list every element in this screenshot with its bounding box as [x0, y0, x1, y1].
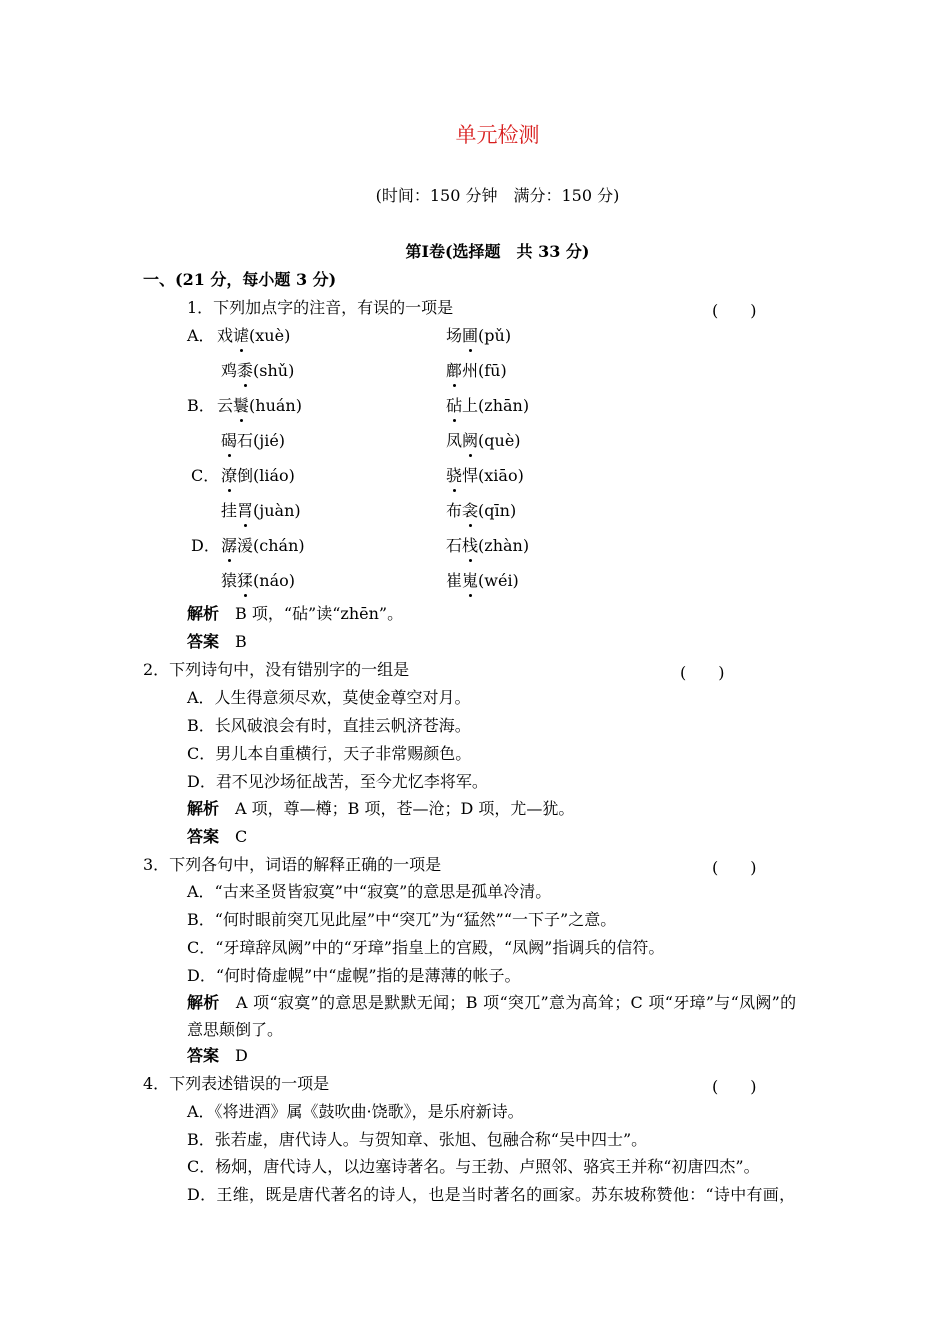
q1-option-c-label: C．: [191, 466, 220, 485]
q4-option-c: C．杨炯，唐代诗人，以边塞诗著名。与王勃、卢照邻、骆宾王并称“初唐四杰”。: [187, 1157, 760, 1176]
q1-option-d-item-2: 石栈(zhàn): [446, 536, 530, 555]
q1-option-b-item-2: 砧上(zhān): [446, 396, 530, 415]
q1-option-d-item-4: 崔嵬(wéi): [446, 571, 519, 590]
question-2-answer-bracket: ( ): [680, 663, 725, 682]
q1-option-c-item-1: 潦倒(liáo): [221, 466, 295, 485]
q2-option-c: C．男儿本自重横行，天子非常赐颜色。: [187, 744, 472, 763]
q2-analysis: 解析 A 项，尊—樽；B 项，苍—沧；D 项，尤—犹。: [187, 799, 575, 818]
question-2-stem: 2．下列诗句中，没有错别字的一组是: [143, 660, 410, 679]
q1-option-a-item-4: 鄜州(fū): [446, 361, 507, 380]
page-title: 单元检测: [455, 123, 540, 147]
q4-option-a: A．《将进酒》属《鼓吹曲·饶歌》，是乐府新诗。: [187, 1102, 524, 1121]
question-1-answer-bracket: ( ): [712, 301, 757, 320]
emphasis-dot-char: 砧: [446, 396, 463, 415]
q2-option-b: B．长风破浪会有时，直挂云帆济苍海。: [187, 716, 471, 735]
question-1-stem: 1．下列加点字的注音，有误的一项是: [187, 298, 454, 317]
q1-option-d-item-3: 猿猱(náo): [221, 571, 295, 590]
q1-option-c-item-2: 骁悍(xiāo): [446, 466, 524, 485]
q2-option-d: D．君不见沙场征战苦，至今尤忆李将军。: [187, 772, 488, 791]
exam-subtitle: (时间：150 分钟 满分：150 分): [375, 186, 620, 205]
emphasis-dot-char: 碣: [221, 431, 238, 450]
emphasis-dot-char: 黍: [237, 361, 254, 380]
emphasis-dot-char: 嵬: [462, 571, 479, 590]
part-heading: 第Ⅰ卷(选择题 共 33 分): [405, 242, 590, 261]
q3-option-a: A．“古来圣贤皆寂寞”中“寂寞”的意思是孤单冷清。: [187, 882, 552, 901]
q1-option-b-item-1: 云鬟(huán): [217, 396, 302, 415]
q2-answer: 答案 C: [187, 827, 248, 846]
emphasis-dot-char: 潦: [221, 466, 238, 485]
question-3-answer-bracket: ( ): [712, 858, 757, 877]
q1-option-a-item-3: 鸡黍(shǔ): [221, 361, 295, 380]
section-heading: 一、(21 分，每小题 3 分): [143, 270, 337, 289]
q1-option-a-item-2: 场圃(pǔ): [446, 326, 512, 345]
q4-option-d: D．王维，既是唐代著名的诗人，也是当时著名的画家。苏东坡称赞他：“诗中有画，: [187, 1185, 796, 1204]
emphasis-dot-char: 鬟: [233, 396, 250, 415]
question-4-stem: 4．下列表述错误的一项是: [143, 1074, 330, 1093]
q4-option-b: B．张若虚，唐代诗人。与贺知章、张旭、包融合称“吴中四士”。: [187, 1130, 648, 1149]
emphasis-dot-char: 衾: [462, 501, 479, 520]
q3-analysis: 解析 A 项“寂寞”的意思是默默无闻；B 项“突兀”意为高耸；C 项“牙璋”与“凤阙”的: [187, 993, 797, 1012]
emphasis-dot-char: 阙: [462, 431, 479, 450]
question-3-stem: 3．下列各句中，词语的解释正确的一项是: [143, 855, 442, 874]
q3-answer: 答案 D: [187, 1046, 248, 1065]
q3-option-d: D．“何时倚虚幌”中“虚幌”指的是薄薄的帐子。: [187, 966, 521, 985]
q2-option-a: A．人生得意须尽欢，莫使金尊空对月。: [187, 688, 471, 707]
q1-option-c-item-4: 布衾(qīn): [446, 501, 517, 520]
q3-option-c: C．“牙璋辞凤阙”中的“牙璋”指皇上的宫殿，“凤阙”指调兵的信符。: [187, 938, 665, 957]
emphasis-dot-char: 潺: [221, 536, 238, 555]
q1-option-a-item-1: 戏谑(xuè): [217, 326, 291, 345]
q1-option-d-item-1: 潺湲(chán): [221, 536, 305, 555]
q1-option-b-item-4: 凤阙(què): [446, 431, 521, 450]
emphasis-dot-char: 圃: [462, 326, 479, 345]
question-4-answer-bracket: ( ): [712, 1077, 757, 1096]
q3-analysis-continued: 意思颠倒了。: [187, 1020, 284, 1039]
q1-option-b-label: B．: [187, 396, 215, 415]
emphasis-dot-char: 鄜: [446, 361, 463, 380]
q1-analysis: 解析 B 项，“砧”读“zhēn”。: [187, 604, 404, 623]
q1-option-a-label: A．: [187, 326, 215, 345]
q1-option-c-item-3: 挂罥(juàn): [221, 501, 301, 520]
emphasis-dot-char: 栈: [462, 536, 479, 555]
emphasis-dot-char: 罥: [237, 501, 254, 520]
emphasis-dot-char: 猱: [237, 571, 254, 590]
q1-option-d-label: D．: [191, 536, 220, 555]
q1-option-b-item-3: 碣石(jié): [221, 431, 286, 450]
emphasis-dot-char: 谑: [233, 326, 250, 345]
emphasis-dot-char: 骁: [446, 466, 463, 485]
q3-option-b: B．“何时眼前突兀见此屋”中“突兀”为“猛然”“一下子”之意。: [187, 910, 617, 929]
q1-answer: 答案 B: [187, 632, 247, 651]
